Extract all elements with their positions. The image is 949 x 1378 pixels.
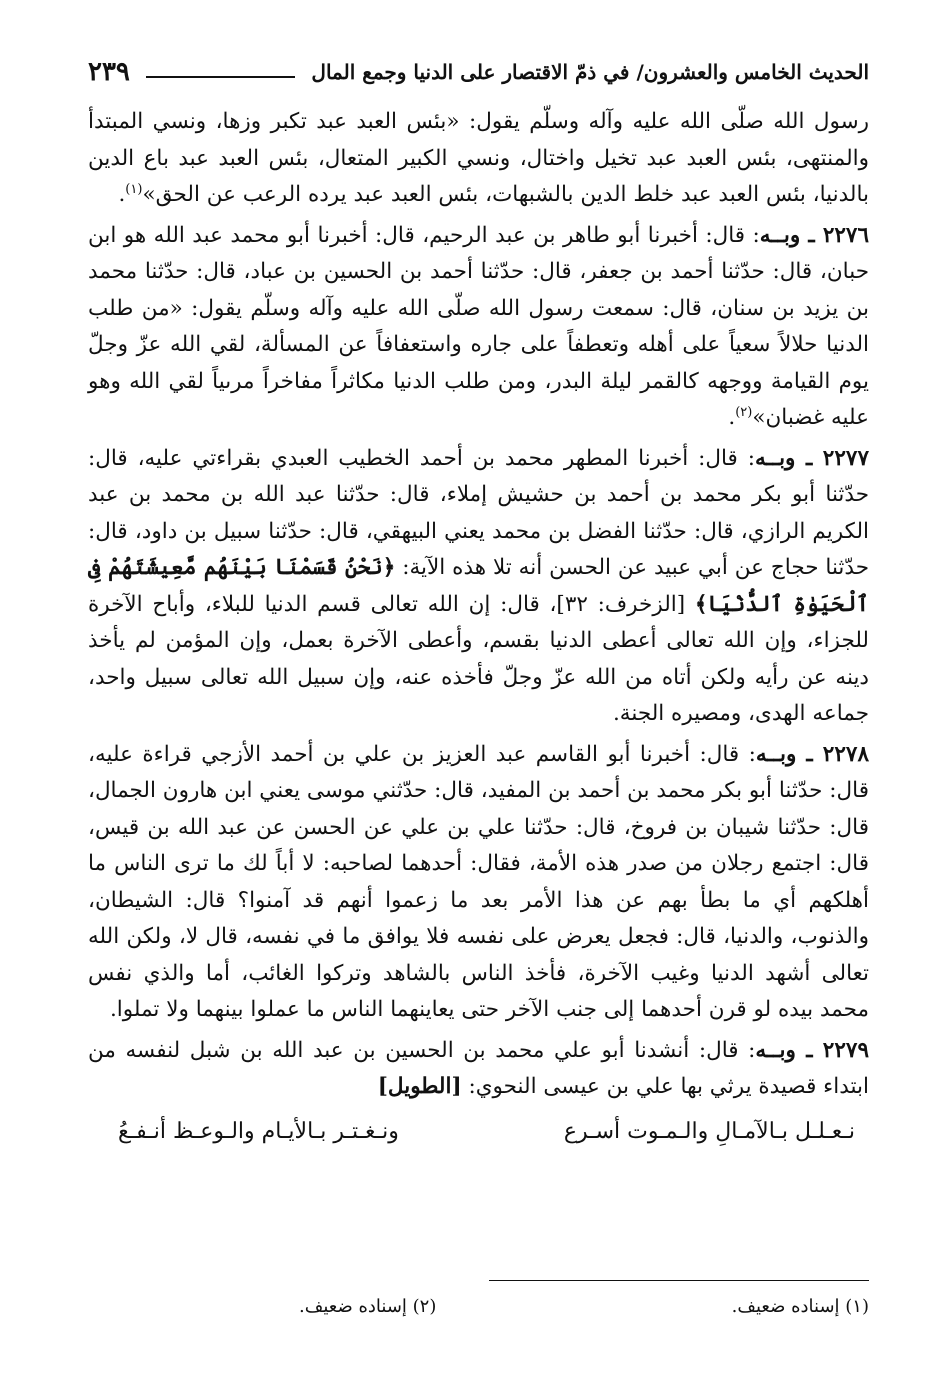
footnote-2: (٢) إسناده ضعيف. [299,1296,437,1317]
poem-verse [88,1110,869,1151]
hadith-2276 [88,218,869,437]
hadith-2278 [88,737,869,1029]
running-header [88,52,869,92]
hadith-number: ٢٢٧٦ ـ وبــه [759,222,870,248]
body-text [88,104,869,1150]
footnote-ref: (١) [125,181,143,197]
paragraph-text: : قال: أخبرنا أبو طاهر بن عبد الرحيم، قال: أخبرنا أبو محمد عبد الله هو ابن حبان، قال: حدّثنا أحمد بن جعفر، قال: حدّثنا أحمد بن الحسين بن عباد، قال: حدّثنا محمد بن يزيد بن سنان، قال: سمعت رسول الله صلّى الله عليه وآله وسلّم يقول: «من طلب الدنيا حلالاً سعياً على أهله وتعطفاً على جاره واستعفافاً عن المسألة، لقي الله عزّ وجلّ يوم القيامة ووجهه كالقمر ليلة البدر، ومن طلب الدنيا مكاثراً مفاخراً مرىياً لقي الله وهو عليه غضبان» [88,222,869,430]
quran-verse: ﴿نَحْنُ قَسَمْنَا بَيْنَهُم مَّعِيشَتَهُمْ فِى ٱلْحَيَوٰةِ ٱلدُّنْيَا﴾ [88,555,869,617]
footnotes [299,1296,869,1317]
hadith-number: ٢٢٧٩ ـ وبــه [755,1037,869,1063]
paragraph-tail: . [728,405,736,430]
footnote-ref: (٢) [735,404,753,420]
paragraph-tail: . [118,182,126,207]
verse-second-hemistich: ونـغـتـر بـالأيـام والـوعـظ أنـفـعُ [118,1118,399,1144]
paragraph-text: : قال: أخبرنا المطهر محمد بن أحمد الخطيب العبدي بقراءتي عليه، قال: حدّثنا أبو بكر محمد بن أحمد بن حشيش إملاء، قال: حدّثنا عبد الله بن محمد بن عبد الكريم الرازي، قال: حدّثنا الفضل بن محمد يعني البيهقي، قال: حدّثنا سبيل بن داود، قال: حدّثنا حجاج عن أبي عبيد عن الحسن أنه تلا هذه الآية: [88,445,869,580]
paragraph-text: رسول الله صلّى الله عليه وآله وسلّم يقول: «بئس العبد عبد تكبر وزها، ونسي المبتدأ والمنتهى، بئس العبد عبد تخيل واختال، ونسي الكبير المتعال، بئس العبد عبد باع الدين بالدنيا، بئس العبد عبد خلط الدين بالشبهات، بئس العبد عبد يرده الرعب عن الحق» [88,109,869,207]
header-rule [146,76,296,78]
paragraph-continuation [88,104,869,214]
hadith-number: ٢٢٧٧ ـ وبــه [754,445,869,471]
paragraph-text: : قال: أنشدنا أبو علي محمد بن الحسين بن عبد الله بن شبل لنفسه من ابتداء قصيدة يرثي بها علي بن عيسى النحوي: [88,1037,869,1099]
paragraph-text-continued: [الزخرف: ٣٢]، قال: إن الله تعالى قسم الدنيا للبلاء، وأباح الآخرة للجزاء، وإن الله تعالى أعطى الدنيا بقسم، وأعطى الآخرة بعمل، وإن المؤمن لم يأخذ دينه عن رأيه ولكن أتاه من الله عزّ وجلّ فأخذه عنه، وإن سبيل الله تعالى سبيل واحد، جماعه الهدى، ومصيره الجنة. [88,591,869,726]
poetic-meter: [الطويل] [377,1074,462,1099]
page-number: ٢٣٩ [88,57,130,87]
paragraph-text: : قال: أخبرنا أبو القاسم عبد العزيز بن علي بن أحمد الأزجي قراءة عليه، قال: حدّثنا أبو بكر محمد بن أحمد بن المفيد، قال: حدّثني موسى يعني ابن هارون الجمال، قال: حدّثنا شيبان بن فروخ، قال: حدّثنا علي بن علي عن الحسن عن عبد الله بن قيس، قال: اجتمع رجلان من صدر هذه الأمة، فقال: أحدهما لصاحبه: لا أباً لك ما ترى الناس ما أهلكهم أي ما بطأ بهم عن هذا الأمر بعد ما زعموا أنهم قد آمنوا؟ قال: الشيطان، والذنوب، والدنيا، قال: فجعل يعرض على نفسه فلا يوافق ما في نفسه، قال لا، ولكن الله تعالى أشهد الدنيا وغيب الآخرة، فأخذ الناس بالشاهد وتركوا الغائب، أما والذي نفس محمد بيده لو قرن أحدهما إلى جنب الآخر حتى يعاينهما الناس ما عملوا بينهما ولا تملوا. [88,741,869,1022]
footnote-rule [489,1280,869,1281]
footnote-1: (١) إسناده ضعيف. [731,1296,869,1317]
hadith-number: ٢٢٧٨ ـ وبــه [755,741,869,767]
verse-first-hemistich: نـعـلـل بـالآمـالِ والـمـوت أسـرع [563,1118,855,1144]
header-title: الحديث الخامس والعشرون/ في ذمّ الاقتصار على الدنيا وجمع المال [311,60,869,84]
hadith-2279 [88,1033,869,1106]
hadith-2277 [88,441,869,733]
